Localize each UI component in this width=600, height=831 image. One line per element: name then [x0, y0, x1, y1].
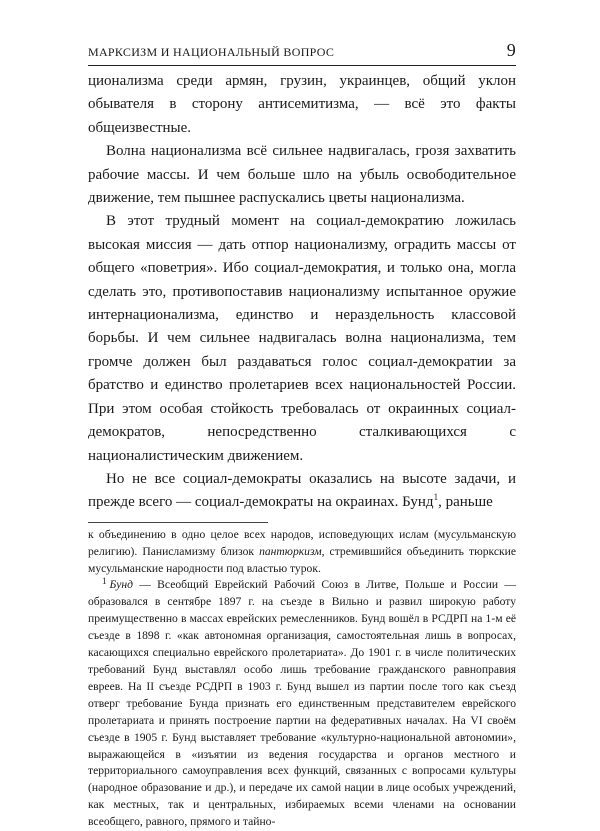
running-header [88, 40, 516, 66]
paragraph-4 [88, 468, 516, 515]
footnote-cont-text-a: к объединению в одно целое всех народов, исповедующих ислам (мусульманскую религию). Панисламизму близок [88, 527, 516, 558]
footnote-1-term: Бунд [109, 578, 133, 592]
footnote-cont-text-b: , стремившийся объединить тюркские мусульманские народности под властью турок. [88, 544, 516, 575]
paragraph-1: ционализма среди армян, грузин, украинцев, общий уклон обывателя в сторону антисемитизма, — всё это факты общеизвестные. [88, 73, 516, 136]
footnote-1-mark: 1 [102, 575, 107, 586]
paragraph-4-text-a: Но не все социал-демократы оказались на высоте задачи, и прежде всего — социал-демократы на окраинах. Бунд [88, 470, 516, 511]
running-title: МАРКСИЗМ И НАЦИОНАЛЬНЫЙ ВОПРОС [88, 45, 335, 59]
footnote-ref-1: 1 [433, 492, 439, 503]
footnote-divider [88, 522, 268, 523]
main-text [88, 70, 516, 515]
paragraph-2: Волна национализма всё сильнее надвигалась, грозя захватить рабочие массы. И чем больше шло на убыль освободительное движение, тем пышнее распускались цветы национализма. [88, 143, 516, 207]
footnote-cont-emphasis: пантюркизм [259, 544, 322, 558]
footnote-1-text: — Всеобщий Еврейский Рабочий Союз в Литве, Польше и России — образовался в сентябре 1897 г. на съезде в Вильно и развил широкую работу преимущественно в массах еврейских ремесленников. Бунд вошёл в РСДРП на 1-м её съезде в 1898 г. «как автономная организация, самостоятельная лишь в вопросах, касающихся специально еврейского пролетариата». До 1901 г. в числе политических требований Бунд выставлял особо лишь требование гражданского равноправия евреев. На II съезде РСДРП в 1903 г. Бунд вышел из партии после того как съезд отверг требование Бунда признать его единственным представителем еврейского пролетариата и принять построение партии на федеративных началах. На VI своём съезде в 1905 г. Бунд выставляет требование «культурно-национальной автономии», выражающейся в «изъятии из ведения государства и органов местного и территориального самоуправления всех функций, связанных с вопросами культуры (народное образование и др.), и передаче их самой нации в лице особых учреждений, как местных, так и центральных, избираемых всеми членами на основании всеобщего, равного, прямого и тайно- [88, 578, 516, 829]
book-page [88, 40, 516, 831]
footnote-continuation [88, 527, 516, 578]
paragraph-3: В этот трудный момент на социал-демократию ложилась высокая миссия — дать отпор национализму, оградить массы от общего «поветрия». Ибо социал-демократия, и только она, могла сделать это, противопоставив национализму испытанное оружие интернационализма, единство и нераздельность классовой борьбы. И чем сильнее надвигалась волна национализма, тем громче должен был раздаваться голос социал-демократии за братство и единство пролетариев всех национальностей России. При этом особая стойкость требовалась от окраинных социал-демократов, непосредственно сталкивающихся с националистическим движением. [88, 213, 516, 464]
footnote-1 [88, 577, 516, 831]
paragraph-4-text-b: , раньше [438, 494, 493, 511]
footnotes [88, 527, 516, 831]
page-number: 9 [506, 40, 516, 60]
